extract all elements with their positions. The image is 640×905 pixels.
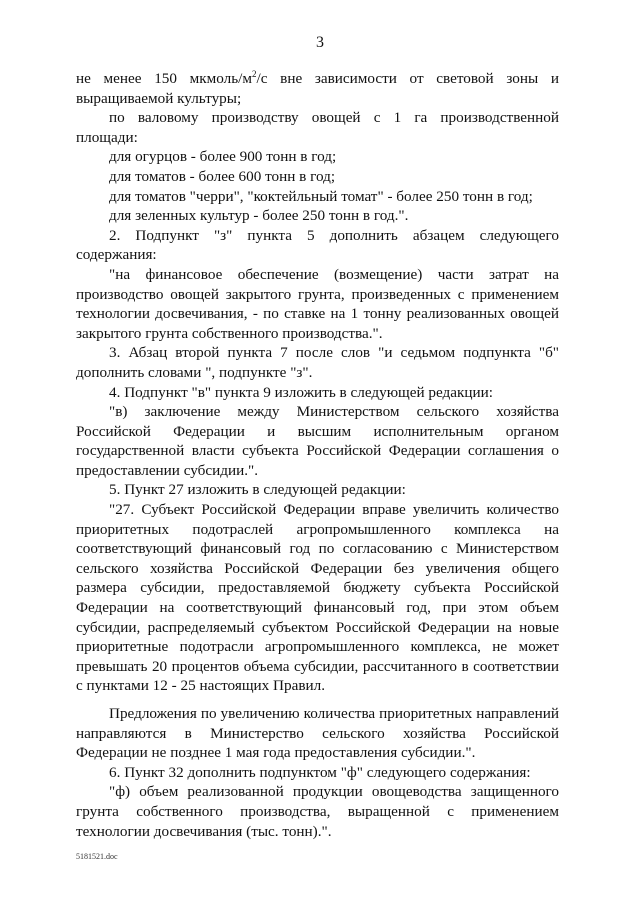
paragraph: для огурцов - более 900 тонн в год; bbox=[109, 148, 337, 166]
paragraph: по валовому производству овощей с 1 га производственной площади: bbox=[76, 109, 559, 146]
paragraph: "27. Субъект Российской Федерации вправе увеличить количество приоритетных подотраслей агропромышленного комплекса на соответствующий финансовый год по согласованию с Министерством сельского хозяйства Российской Федерации без увеличения общего размера субсидии, предоставляемой бюджету субъекта Российской Федерации на соответствующий финансовый год, при этом объем субсидии, распределяемый субъектом Российской Федерации на новые приоритетные подотрасли агропромышленного комплекса, не может превышать 20 процентов объема субсидии, рассчитанного в соответствии с пунктами 12 - 25 настоящих Правил. bbox=[76, 501, 559, 695]
page-number: 3 bbox=[316, 34, 324, 51]
paragraph: Предложения по увеличению количества приоритетных направлений направляются в Министерство сельского хозяйства Российской Федерации не позднее 1 мая года предоставления субсидии.". bbox=[76, 705, 559, 762]
paragraph: 6. Пункт 32 дополнить подпунктом "ф" следующего содержания: bbox=[109, 763, 531, 781]
paragraph: 4. Подпункт "в" пункта 9 изложить в следующей редакции: bbox=[109, 383, 493, 401]
paragraph: для томатов "черри", "коктейльный томат" - более 250 тонн в год; bbox=[109, 187, 533, 205]
paragraph-intro: не менее 150 мкмоль/$м^2/с$ вне зависимости от световой зоны и выращиваемой культуры; bbox=[76, 68, 559, 107]
paragraph: "на финансовое обеспечение (возмещение) части затрат на производство овощей закрытого грунта, произведенных с применением технологии досвечивания, - по ставке на 1 тонну реализованных овощей закрытого грунта собственного производства.". bbox=[76, 265, 559, 342]
paragraph: 2. Подпункт "з" пункта 5 дополнить абзацем следующего содержания: bbox=[76, 226, 559, 264]
paragraph: 5. Пункт 27 изложить в следующей редакции: bbox=[109, 481, 406, 499]
document-body bbox=[76, 69, 559, 841]
file-name-footer: 5181521.doc bbox=[76, 852, 118, 861]
paragraph: "ф) объем реализованной продукции овощеводства защищенного грунта собственного производства, выращенной с применением технологии досвечивания (тыс. тонн).". bbox=[76, 783, 559, 840]
paragraph: 3. Абзац второй пункта 7 после слов "и седьмом подпункта "б" дополнить словами ", подпункте "з". bbox=[76, 344, 559, 381]
paragraph: для зеленных культур - более 250 тонн в год.". bbox=[109, 207, 409, 225]
paragraph: для томатов - более 600 тонн в год; bbox=[109, 167, 336, 185]
paragraph: "в) заключение между Министерством сельского хозяйства Российской Федерации и высшим исполнительным органом государственной власти субъекта Российской Федерации соглашения о предоставлении субсидии.". bbox=[76, 403, 559, 479]
